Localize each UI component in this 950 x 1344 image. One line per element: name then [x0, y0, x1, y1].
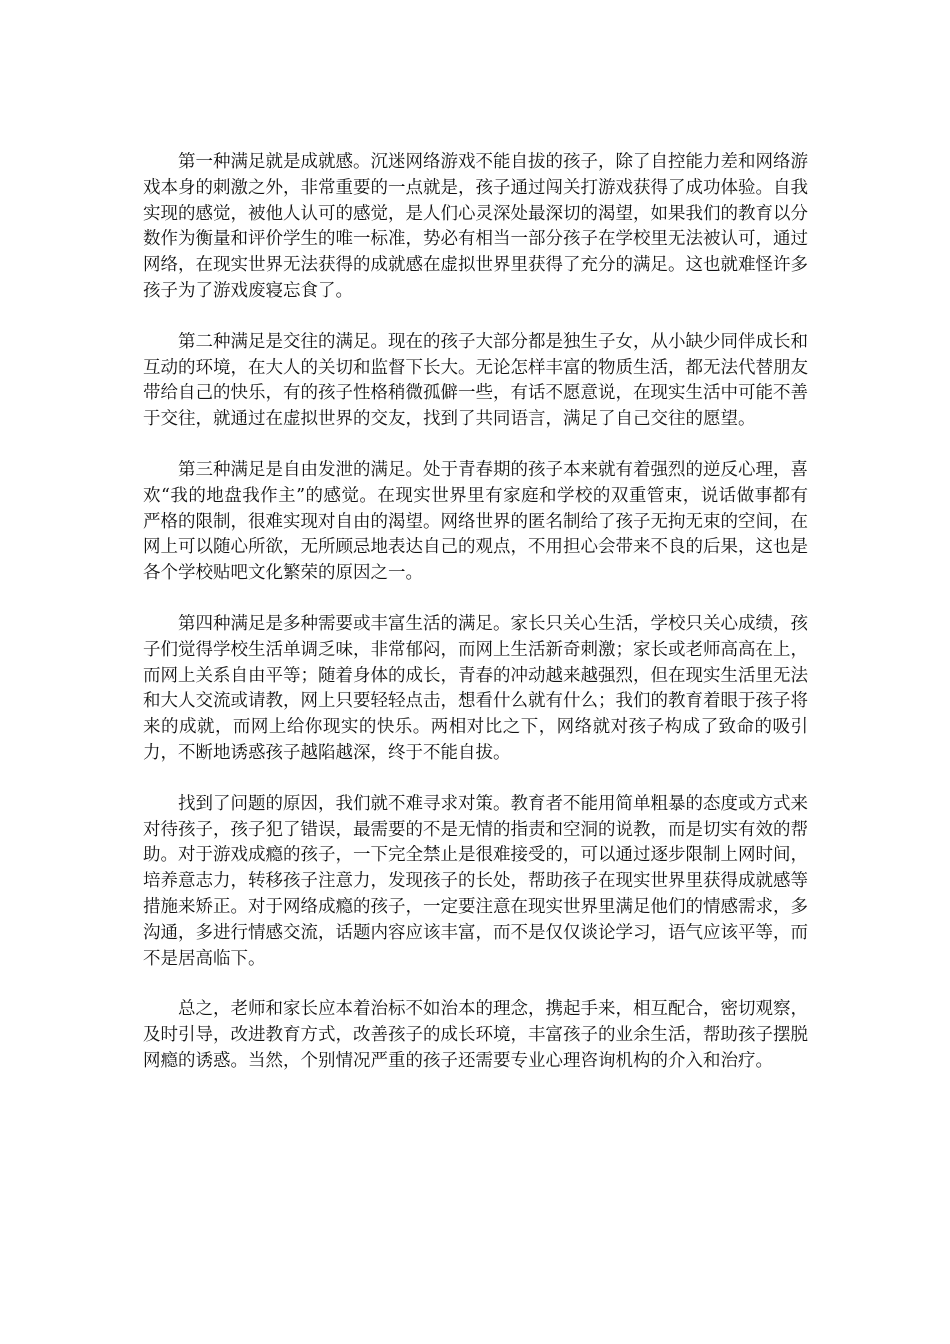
paragraph-freedom: 第三种满足是自由发泄的满足。处于青春期的孩子本来就有着强烈的逆反心理，喜欢“我的地盘我作主”的感觉。在现实世界里有家庭和学校的双重管束，说话做事都有严格的限制，很难实现对自由的渴望。网络世界的匿名制给了孩子无拘无束的空间，在网上可以随心所欲，无所顾忌地表达自己的观点，不用担心会带来不良的后果，这也是各个学校贴吧文化繁荣的原因之一。 — [143, 459, 808, 584]
paragraph-social: 第二种满足是交往的满足。现在的孩子大部分都是独生子女，从小缺少同伴成长和互动的环境，在大人的关切和监督下长大。无论怎样丰富的物质生活，都无法代替朋友带给自己的快乐，有的孩子性格稍微孤僻一些，有话不愿意说，在现实生活中可能不善于交往，就通过在虚拟世界的交友，找到了共同语言，满足了自己交往的愿望。 — [143, 331, 808, 430]
paragraph-rich-life: 第四种满足是多种需要或丰富生活的满足。家长只关心生活，学校只关心成绩，孩子们觉得学校生活单调乏味，非常郁闷，而网上生活新奇刺激；家长或老师高高在上，而网上关系自由平等；随着身体的成长，青春的冲动越来越强烈，但在现实生活里无法和大人交流或请教，网上只要轻轻点击，想看什么就有什么；我们的教育着眼于孩子将来的成就，而网上给你现实的快乐。两相对比之下，网络就对孩子构成了致命的吸引力，不断地诱惑孩子越陷越深，终于不能自拔。 — [143, 613, 808, 763]
paragraph-countermeasures: 找到了问题的原因，我们就不难寻求对策。教育者不能用简单粗暴的态度或方式来对待孩子，孩子犯了错误，最需要的不是无情的指责和空洞的说教，而是切实有效的帮助。对于游戏成瘾的孩子，一下完全禁止是很难接受的，可以通过逐步限制上网时间，培养意志力，转移孩子注意力，发现孩子的长处，帮助孩子在现实世界里获得成就感等措施来矫正。对于网络成瘾的孩子，一定要注意在现实世界里满足他们的情感需求，多沟通，多进行情感交流，话题内容应该丰富，而不是仅仅谈论学习，语气应该平等，而不是居高临下。 — [143, 793, 808, 969]
paragraph-conclusion: 总之，老师和家长应本着治标不如治本的理念，携起手来，相互配合，密切观察，及时引导，改进教育方式，改善孩子的成长环境，丰富孩子的业余生活，帮助孩子摆脱网瘾的诱惑。当然，个别情况严重的孩子还需要专业心理咨询机构的介入和治疗。 — [143, 999, 808, 1071]
paragraph-achievement: 第一种满足就是成就感。沉迷网络游戏不能自拔的孩子，除了自控能力差和网络游戏本身的刺激之外，非常重要的一点就是，孩子通过闯关打游戏获得了成功体验。自我实现的感觉，被他人认可的感觉，是人们心灵深处最深切的渴望，如果我们的教育以分数作为衡量和评价学生的唯一标准，势必有相当一部分孩子在学校里无法被认可，通过网络，在现实世界无法获得的成就感在虚拟世界里获得了充分的满足。这也就难怪许多孩子为了游戏废寝忘食了。 — [143, 152, 808, 301]
document-body — [143, 150, 808, 1100]
